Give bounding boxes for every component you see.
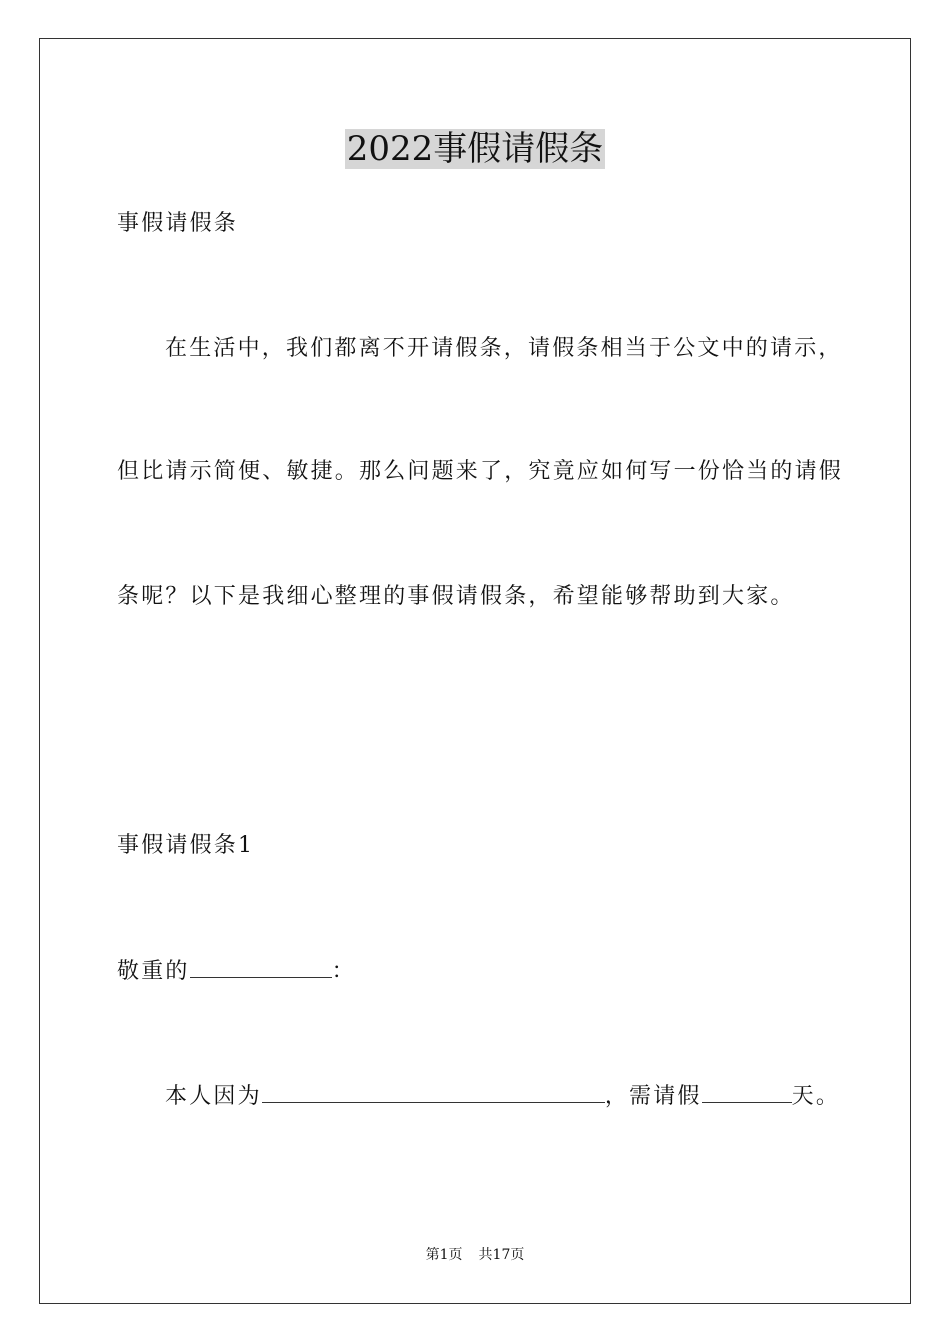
document-subtitle: 事假请假条 [117, 211, 239, 236]
reason-suffix: 天。 [791, 1084, 841, 1109]
salutation-prefix: 敬重的 [117, 959, 190, 984]
intro-line-3: 条呢？以下是我细心整理的事假请假条，希望能够帮助到大家。 [117, 584, 795, 609]
salutation-line [117, 955, 356, 987]
days-blank[interactable] [702, 1080, 792, 1103]
page-current: 第1页 [425, 1247, 463, 1263]
section-heading: 事假请假条1 [117, 833, 255, 858]
reason-blank[interactable] [262, 1080, 605, 1103]
document-title-text: 2022事假请假条 [346, 129, 604, 169]
page-total: 共17页 [478, 1247, 525, 1263]
reason-line [165, 1080, 840, 1112]
reason-middle: ，需请假 [604, 1084, 702, 1109]
page-footer [0, 1245, 950, 1265]
reason-prefix: 本人因为 [165, 1084, 262, 1109]
document-title [0, 127, 950, 171]
intro-line-2: 但比请示简便、敏捷。那么问题来了，究竟应如何写一份恰当的请假 [117, 459, 844, 484]
recipient-blank[interactable] [190, 955, 332, 978]
intro-line-1: 在生活中，我们都离不开请假条，请假条相当于公文中的请示， [165, 336, 843, 361]
salutation-suffix: ： [331, 959, 356, 984]
